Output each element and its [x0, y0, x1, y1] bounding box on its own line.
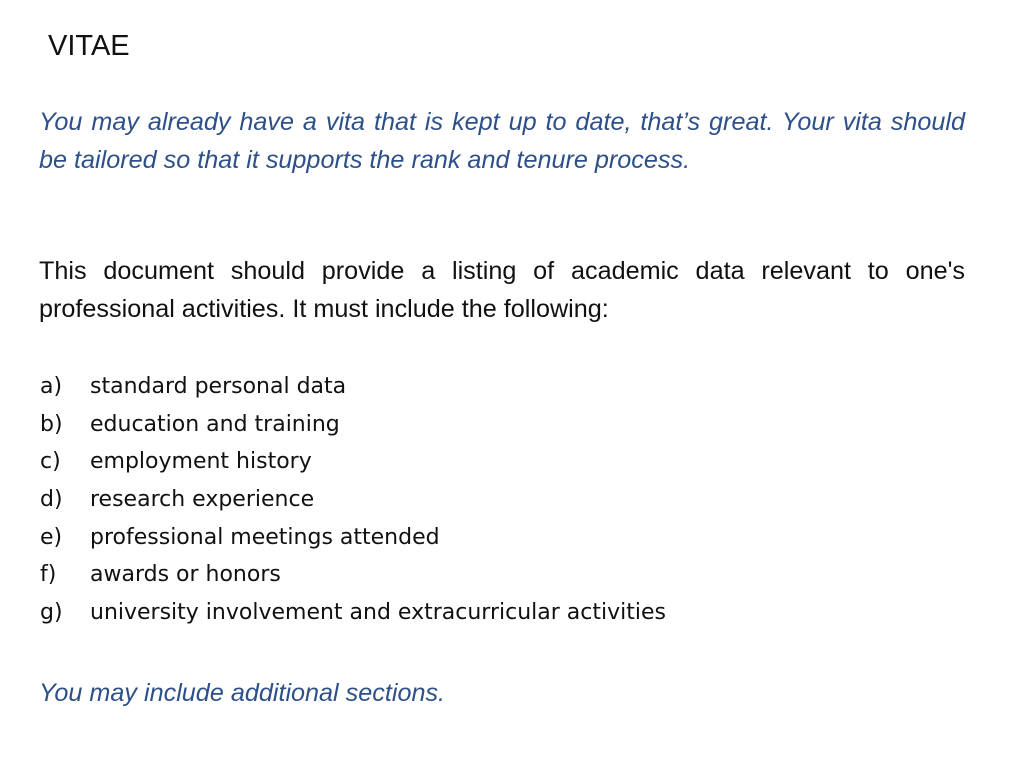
list-item-marker: b) [40, 411, 63, 437]
list-item [40, 443, 666, 481]
slide-title: VITAE [48, 30, 130, 62]
list-item-marker: a) [40, 374, 63, 399]
list-item [40, 368, 666, 406]
list-item-text: education and training [90, 411, 340, 437]
closing-note: You may include additional sections. [39, 679, 446, 707]
list-item [40, 594, 666, 632]
intro-paragraph: You may already have a vita that is kept up to date, that’s great. Your vita should be tailored so that it supports the rank and tenure process. [39, 108, 965, 174]
list-item-marker: e) [40, 524, 63, 550]
list-item-marker: g) [40, 600, 63, 626]
list-item-marker: c) [40, 449, 61, 475]
requirements-list [40, 368, 666, 632]
list-item-text: professional meetings attended [90, 524, 440, 550]
list-item [40, 556, 666, 594]
list-item [40, 406, 666, 444]
list-item-marker: d) [40, 487, 63, 513]
body-paragraph: This document should provide a listing of academic data relevant to one's professional activities. It must include the following: [39, 257, 965, 323]
list-item-text: research experience [90, 487, 315, 513]
list-item-text: standard personal data [90, 374, 347, 399]
list-item [40, 519, 666, 557]
list-item [40, 481, 666, 519]
list-item-text: awards or honors [90, 562, 281, 588]
list-item-text: employment history [90, 449, 312, 475]
list-item-text: university involvement and extracurricular activities [90, 600, 666, 626]
list-item-marker: f) [40, 562, 57, 588]
